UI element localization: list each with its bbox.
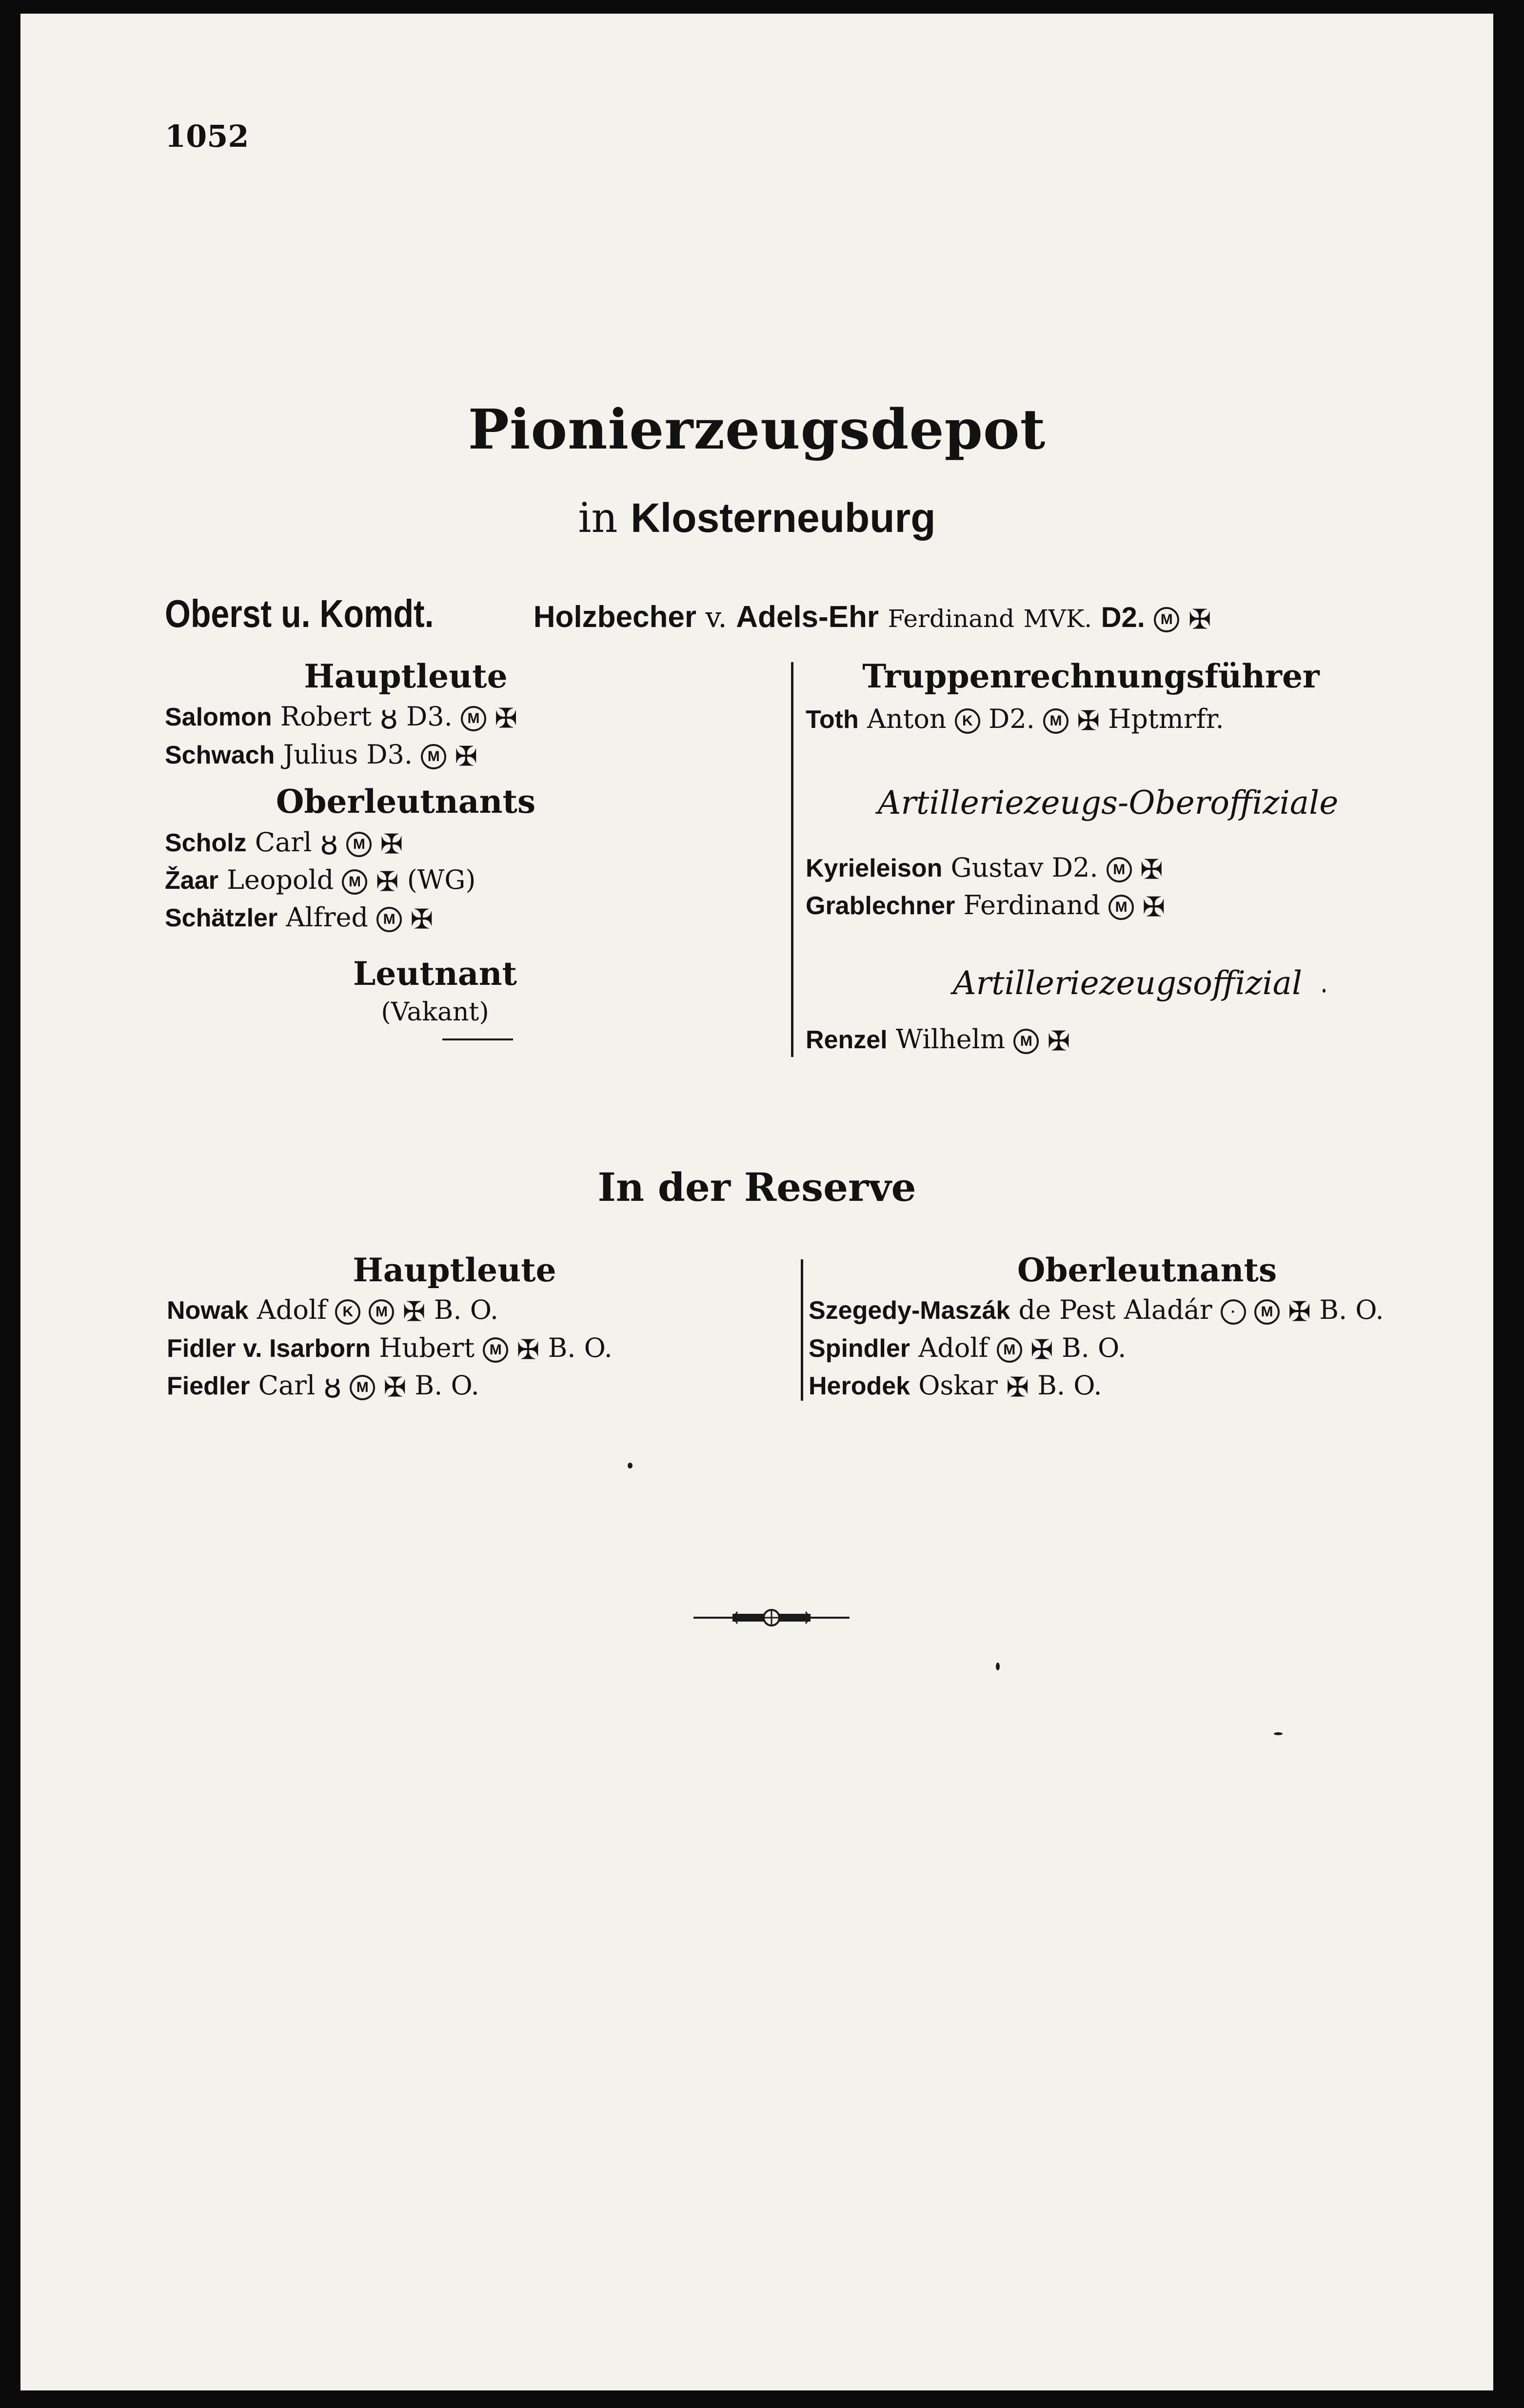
dot-medal-icon: · bbox=[1221, 1299, 1246, 1325]
list-item: Renzel Wilhelm M ✠ bbox=[806, 1024, 1070, 1057]
scan-speck bbox=[1274, 1732, 1283, 1735]
knot-icon: ȣ bbox=[320, 827, 338, 861]
k-medal-icon: K bbox=[335, 1299, 360, 1325]
list-item: Spindler Adolf M ✠ B. O. bbox=[809, 1332, 1127, 1366]
commander-rank: Oberst u. Komdt. bbox=[165, 592, 434, 635]
commander-surname2: Adels-Ehr bbox=[736, 600, 879, 634]
m-medal-icon: M bbox=[1108, 895, 1134, 920]
list-item: Scholz Carl ȣ M ✠ bbox=[165, 827, 403, 861]
subtitle-place: Klosterneuburg bbox=[631, 495, 936, 541]
list-item: Toth Anton K D2. M ✠ Hptmrfr. bbox=[806, 704, 1224, 737]
m-medal-icon: M bbox=[997, 1337, 1022, 1363]
scan-speck bbox=[1323, 989, 1326, 993]
ornament-divider bbox=[693, 1608, 850, 1627]
list-item: Žaar Leopold M ✠ (WG) bbox=[165, 864, 476, 898]
cross-icon: ✠ bbox=[402, 1296, 426, 1328]
list-item: Szegedy-Maszák de Pest Aladár · M ✠ B. O. bbox=[809, 1294, 1384, 1328]
cross-icon: ✠ bbox=[455, 741, 478, 773]
cross-icon: ✠ bbox=[383, 1371, 407, 1404]
m-medal-icon: M bbox=[369, 1299, 394, 1325]
list-item: Herodek Oskar ✠ B. O. bbox=[809, 1370, 1102, 1404]
reserve-column-divider bbox=[801, 1259, 803, 1401]
m-medal-icon: M bbox=[376, 907, 402, 932]
commander-particle: v. bbox=[705, 601, 727, 634]
cross-icon: ✠ bbox=[1006, 1371, 1029, 1404]
cross-icon: ✠ bbox=[495, 703, 518, 735]
divider bbox=[442, 1038, 513, 1040]
list-item: Kyrieleison Gustav D2. M ✠ bbox=[806, 852, 1163, 886]
commander-surname: Holzbecher bbox=[533, 600, 696, 634]
k-medal-icon: K bbox=[955, 708, 980, 734]
cross-icon: ✠ bbox=[380, 828, 403, 861]
subtitle-prefix: in bbox=[578, 494, 618, 542]
cross-icon: ✠ bbox=[410, 903, 434, 936]
cross-icon: ✠ bbox=[1077, 705, 1100, 737]
cross-icon: ✠ bbox=[1140, 854, 1163, 886]
m-medal-icon: M bbox=[1154, 607, 1179, 632]
cross-icon: ✠ bbox=[376, 866, 399, 898]
list-item: Schätzler Alfred M ✠ bbox=[165, 902, 434, 936]
knot-icon: ȣ bbox=[323, 1370, 342, 1405]
list-item: Grablechner Ferdinand M ✠ bbox=[806, 890, 1166, 923]
m-medal-icon: M bbox=[421, 744, 446, 769]
cross-icon: ✠ bbox=[1188, 604, 1211, 636]
hauptleute-heading: Hauptleute bbox=[304, 657, 508, 695]
m-medal-icon: M bbox=[1254, 1299, 1280, 1325]
commander-line bbox=[165, 591, 1211, 636]
leutnant-heading: Leutnant bbox=[353, 955, 517, 993]
commander-marks: MVK. bbox=[1023, 605, 1092, 633]
cross-icon: ✠ bbox=[1030, 1334, 1053, 1366]
reserve-hauptleute-heading: Hauptleute bbox=[353, 1251, 556, 1289]
page-subtitle bbox=[20, 494, 1493, 542]
reserve-title: In der Reserve bbox=[597, 1164, 916, 1210]
document-page bbox=[20, 14, 1493, 2390]
m-medal-icon: M bbox=[1043, 708, 1069, 734]
list-item: Fidler v. Isarborn Hubert M ✠ B. O. bbox=[167, 1332, 613, 1366]
oberleutnants-heading: Oberleutnants bbox=[276, 783, 536, 821]
oberoffiziale-heading: Artilleriezeugs-Oberoffiziale bbox=[877, 784, 1339, 822]
page-title: Pionierzeugsdepot bbox=[468, 398, 1046, 462]
knot-icon: ȣ bbox=[380, 702, 398, 736]
scan-speck bbox=[996, 1663, 1000, 1670]
m-medal-icon: M bbox=[342, 869, 367, 895]
commander-grade: D2. bbox=[1101, 602, 1145, 633]
m-medal-icon: M bbox=[461, 706, 486, 731]
m-medal-icon: M bbox=[346, 832, 372, 857]
cross-icon: ✠ bbox=[1142, 891, 1166, 923]
m-medal-icon: M bbox=[1013, 1029, 1039, 1054]
m-medal-icon: M bbox=[483, 1337, 508, 1363]
list-item: Salomon Robert ȣ D3. M ✠ bbox=[165, 701, 518, 736]
offizial-heading: Artilleriezeugsoffizial bbox=[952, 964, 1303, 1002]
leutnant-vacant: (Vakant) bbox=[381, 998, 489, 1027]
m-medal-icon: M bbox=[350, 1375, 375, 1400]
m-medal-icon: M bbox=[1107, 857, 1132, 882]
scan-speck bbox=[628, 1463, 633, 1468]
reserve-oberleutnants-heading: Oberleutnants bbox=[1017, 1251, 1277, 1289]
list-item: Schwach Julius D3. M ✠ bbox=[165, 739, 478, 773]
column-divider bbox=[791, 662, 793, 1057]
truppen-heading: Truppenrechnungsführer bbox=[862, 657, 1320, 695]
list-item: Fiedler Carl ȣ M ✠ B. O. bbox=[167, 1370, 479, 1405]
list-item: Nowak Adolf K M ✠ B. O. bbox=[167, 1294, 499, 1328]
commander-given: Ferdinand bbox=[888, 605, 1015, 633]
cross-icon: ✠ bbox=[1288, 1296, 1311, 1328]
cross-icon: ✠ bbox=[516, 1334, 540, 1366]
page-number: 1052 bbox=[165, 118, 249, 154]
cross-icon: ✠ bbox=[1047, 1025, 1070, 1057]
